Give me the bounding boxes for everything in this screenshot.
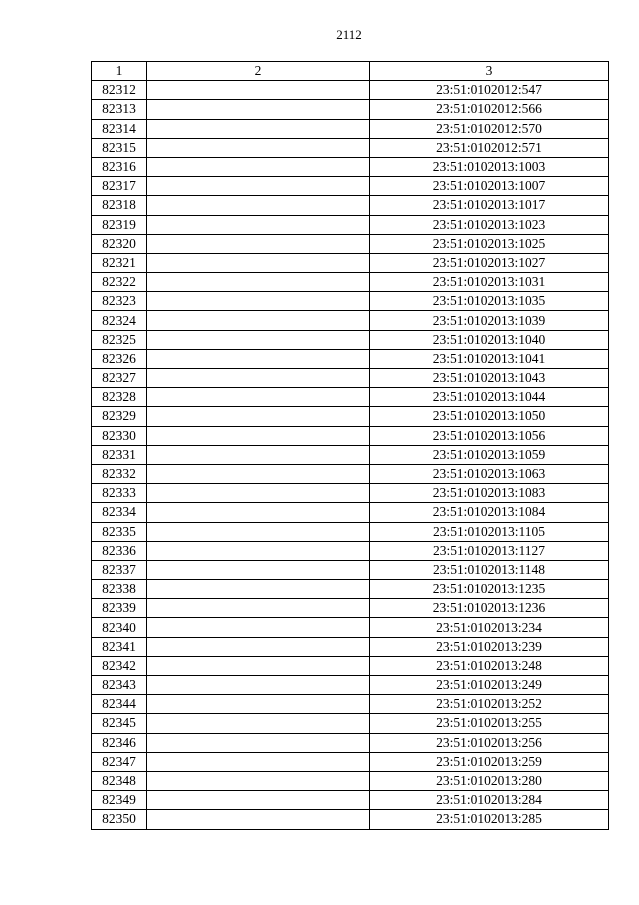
row-column-2-cell bbox=[147, 599, 370, 618]
row-column-2-cell bbox=[147, 388, 370, 407]
table-row bbox=[92, 311, 609, 330]
row-number-cell: 82320 bbox=[92, 234, 147, 253]
table-row bbox=[92, 464, 609, 483]
row-column-2-cell bbox=[147, 138, 370, 157]
row-column-2-cell bbox=[147, 311, 370, 330]
row-number-cell: 82345 bbox=[92, 714, 147, 733]
cadastral-number-cell: 23:51:0102013:1235 bbox=[370, 580, 609, 599]
cadastral-number-cell: 23:51:0102013:285 bbox=[370, 810, 609, 829]
row-column-2-cell bbox=[147, 407, 370, 426]
cadastral-number-cell: 23:51:0102013:1127 bbox=[370, 541, 609, 560]
row-number-cell: 82342 bbox=[92, 656, 147, 675]
table-row bbox=[92, 637, 609, 656]
cadastral-number-cell: 23:51:0102012:571 bbox=[370, 138, 609, 157]
cadastral-number-cell: 23:51:0102013:280 bbox=[370, 771, 609, 790]
table-row bbox=[92, 100, 609, 119]
row-column-2-cell bbox=[147, 100, 370, 119]
row-number-cell: 82349 bbox=[92, 791, 147, 810]
row-column-2-cell bbox=[147, 522, 370, 541]
cadastral-number-cell: 23:51:0102013:256 bbox=[370, 733, 609, 752]
table-row bbox=[92, 292, 609, 311]
row-column-2-cell bbox=[147, 695, 370, 714]
cadastral-number-cell: 23:51:0102013:252 bbox=[370, 695, 609, 714]
cadastral-number-cell: 23:51:0102013:1236 bbox=[370, 599, 609, 618]
column-header-3: 3 bbox=[370, 62, 609, 81]
cadastral-number-cell: 23:51:0102013:1063 bbox=[370, 464, 609, 483]
page-number: 2112 bbox=[336, 27, 362, 42]
row-number-cell: 82328 bbox=[92, 388, 147, 407]
row-column-2-cell bbox=[147, 580, 370, 599]
cadastral-number-cell: 23:51:0102013:1059 bbox=[370, 445, 609, 464]
row-column-2-cell bbox=[147, 676, 370, 695]
row-number-cell: 82315 bbox=[92, 138, 147, 157]
table-row bbox=[92, 81, 609, 100]
cadastral-number-cell: 23:51:0102013:1043 bbox=[370, 369, 609, 388]
table-header-row bbox=[92, 62, 609, 81]
row-number-cell: 82334 bbox=[92, 503, 147, 522]
cadastral-number-cell: 23:51:0102013:255 bbox=[370, 714, 609, 733]
row-column-2-cell bbox=[147, 292, 370, 311]
cadastral-number-cell: 23:51:0102013:1105 bbox=[370, 522, 609, 541]
row-number-cell: 82340 bbox=[92, 618, 147, 637]
cadastral-number-cell: 23:51:0102013:1017 bbox=[370, 196, 609, 215]
table-row bbox=[92, 503, 609, 522]
table-row bbox=[92, 656, 609, 675]
row-column-2-cell bbox=[147, 445, 370, 464]
table-row bbox=[92, 733, 609, 752]
row-number-cell: 82312 bbox=[92, 81, 147, 100]
table-row bbox=[92, 157, 609, 176]
row-number-cell: 82318 bbox=[92, 196, 147, 215]
table-row bbox=[92, 215, 609, 234]
cadastral-number-cell: 23:51:0102013:234 bbox=[370, 618, 609, 637]
cadastral-number-cell: 23:51:0102013:284 bbox=[370, 791, 609, 810]
table-row bbox=[92, 810, 609, 829]
row-number-cell: 82313 bbox=[92, 100, 147, 119]
column-header-1: 1 bbox=[92, 62, 147, 81]
row-column-2-cell bbox=[147, 273, 370, 292]
row-column-2-cell bbox=[147, 618, 370, 637]
cadastral-number-cell: 23:51:0102013:1041 bbox=[370, 349, 609, 368]
row-column-2-cell bbox=[147, 234, 370, 253]
table-row bbox=[92, 407, 609, 426]
row-column-2-cell bbox=[147, 484, 370, 503]
row-column-2-cell bbox=[147, 714, 370, 733]
row-column-2-cell bbox=[147, 253, 370, 272]
row-column-2-cell bbox=[147, 791, 370, 810]
row-number-cell: 82324 bbox=[92, 311, 147, 330]
cadastral-number-cell: 23:51:0102013:1007 bbox=[370, 177, 609, 196]
table-row bbox=[92, 138, 609, 157]
table-row bbox=[92, 560, 609, 579]
row-column-2-cell bbox=[147, 560, 370, 579]
cadastral-number-cell: 23:51:0102013:248 bbox=[370, 656, 609, 675]
row-column-2-cell bbox=[147, 656, 370, 675]
row-number-cell: 82333 bbox=[92, 484, 147, 503]
row-column-2-cell bbox=[147, 177, 370, 196]
table-row bbox=[92, 349, 609, 368]
table-row bbox=[92, 791, 609, 810]
row-number-cell: 82317 bbox=[92, 177, 147, 196]
table-row bbox=[92, 388, 609, 407]
row-column-2-cell bbox=[147, 369, 370, 388]
cadastral-number-cell: 23:51:0102012:547 bbox=[370, 81, 609, 100]
row-column-2-cell bbox=[147, 426, 370, 445]
row-column-2-cell bbox=[147, 81, 370, 100]
cadastral-number-cell: 23:51:0102013:1025 bbox=[370, 234, 609, 253]
table-row bbox=[92, 752, 609, 771]
row-number-cell: 82339 bbox=[92, 599, 147, 618]
row-column-2-cell bbox=[147, 810, 370, 829]
cadastral-number-cell: 23:51:0102013:1044 bbox=[370, 388, 609, 407]
cadastral-number-cell: 23:51:0102013:239 bbox=[370, 637, 609, 656]
row-column-2-cell bbox=[147, 196, 370, 215]
row-number-cell: 82316 bbox=[92, 157, 147, 176]
cadastral-number-cell: 23:51:0102013:249 bbox=[370, 676, 609, 695]
row-column-2-cell bbox=[147, 464, 370, 483]
row-column-2-cell bbox=[147, 349, 370, 368]
table-row bbox=[92, 599, 609, 618]
registry-table bbox=[91, 61, 609, 830]
table-row bbox=[92, 695, 609, 714]
row-column-2-cell bbox=[147, 330, 370, 349]
cadastral-number-cell: 23:51:0102013:1050 bbox=[370, 407, 609, 426]
cadastral-number-cell: 23:51:0102013:1023 bbox=[370, 215, 609, 234]
table-row bbox=[92, 771, 609, 790]
row-number-cell: 82319 bbox=[92, 215, 147, 234]
row-column-2-cell bbox=[147, 503, 370, 522]
row-column-2-cell bbox=[147, 733, 370, 752]
table-row bbox=[92, 541, 609, 560]
row-number-cell: 82332 bbox=[92, 464, 147, 483]
table-row bbox=[92, 119, 609, 138]
table-row bbox=[92, 445, 609, 464]
cadastral-number-cell: 23:51:0102013:1083 bbox=[370, 484, 609, 503]
table-row bbox=[92, 522, 609, 541]
row-number-cell: 82343 bbox=[92, 676, 147, 695]
table-row bbox=[92, 484, 609, 503]
table-row bbox=[92, 618, 609, 637]
table-row bbox=[92, 580, 609, 599]
row-number-cell: 82338 bbox=[92, 580, 147, 599]
row-number-cell: 82346 bbox=[92, 733, 147, 752]
cadastral-number-cell: 23:51:0102013:1031 bbox=[370, 273, 609, 292]
table-row bbox=[92, 196, 609, 215]
cadastral-number-cell: 23:51:0102013:1084 bbox=[370, 503, 609, 522]
row-column-2-cell bbox=[147, 541, 370, 560]
row-column-2-cell bbox=[147, 771, 370, 790]
cadastral-number-cell: 23:51:0102013:1040 bbox=[370, 330, 609, 349]
row-number-cell: 82325 bbox=[92, 330, 147, 349]
row-number-cell: 82321 bbox=[92, 253, 147, 272]
row-column-2-cell bbox=[147, 752, 370, 771]
table-row bbox=[92, 177, 609, 196]
cadastral-number-cell: 23:51:0102013:1056 bbox=[370, 426, 609, 445]
row-number-cell: 82329 bbox=[92, 407, 147, 426]
table-row bbox=[92, 714, 609, 733]
row-number-cell: 82330 bbox=[92, 426, 147, 445]
table-body bbox=[92, 81, 609, 829]
row-number-cell: 82347 bbox=[92, 752, 147, 771]
table-row bbox=[92, 330, 609, 349]
table-row bbox=[92, 426, 609, 445]
row-number-cell: 82326 bbox=[92, 349, 147, 368]
cadastral-number-cell: 23:51:0102013:1035 bbox=[370, 292, 609, 311]
row-number-cell: 82341 bbox=[92, 637, 147, 656]
row-number-cell: 82350 bbox=[92, 810, 147, 829]
row-number-cell: 82336 bbox=[92, 541, 147, 560]
table-row bbox=[92, 273, 609, 292]
cadastral-number-cell: 23:51:0102013:1003 bbox=[370, 157, 609, 176]
row-number-cell: 82314 bbox=[92, 119, 147, 138]
cadastral-number-cell: 23:51:0102013:1027 bbox=[370, 253, 609, 272]
row-number-cell: 82335 bbox=[92, 522, 147, 541]
cadastral-number-cell: 23:51:0102012:570 bbox=[370, 119, 609, 138]
row-number-cell: 82331 bbox=[92, 445, 147, 464]
table-row bbox=[92, 253, 609, 272]
row-number-cell: 82348 bbox=[92, 771, 147, 790]
row-column-2-cell bbox=[147, 637, 370, 656]
row-number-cell: 82323 bbox=[92, 292, 147, 311]
cadastral-number-cell: 23:51:0102013:1148 bbox=[370, 560, 609, 579]
row-number-cell: 82337 bbox=[92, 560, 147, 579]
row-column-2-cell bbox=[147, 215, 370, 234]
table-row bbox=[92, 369, 609, 388]
table-row bbox=[92, 676, 609, 695]
row-column-2-cell bbox=[147, 157, 370, 176]
row-number-cell: 82327 bbox=[92, 369, 147, 388]
table-row bbox=[92, 234, 609, 253]
cadastral-number-cell: 23:51:0102012:566 bbox=[370, 100, 609, 119]
cadastral-number-cell: 23:51:0102013:259 bbox=[370, 752, 609, 771]
row-column-2-cell bbox=[147, 119, 370, 138]
cadastral-number-cell: 23:51:0102013:1039 bbox=[370, 311, 609, 330]
row-number-cell: 82344 bbox=[92, 695, 147, 714]
column-header-2: 2 bbox=[147, 62, 370, 81]
row-number-cell: 82322 bbox=[92, 273, 147, 292]
